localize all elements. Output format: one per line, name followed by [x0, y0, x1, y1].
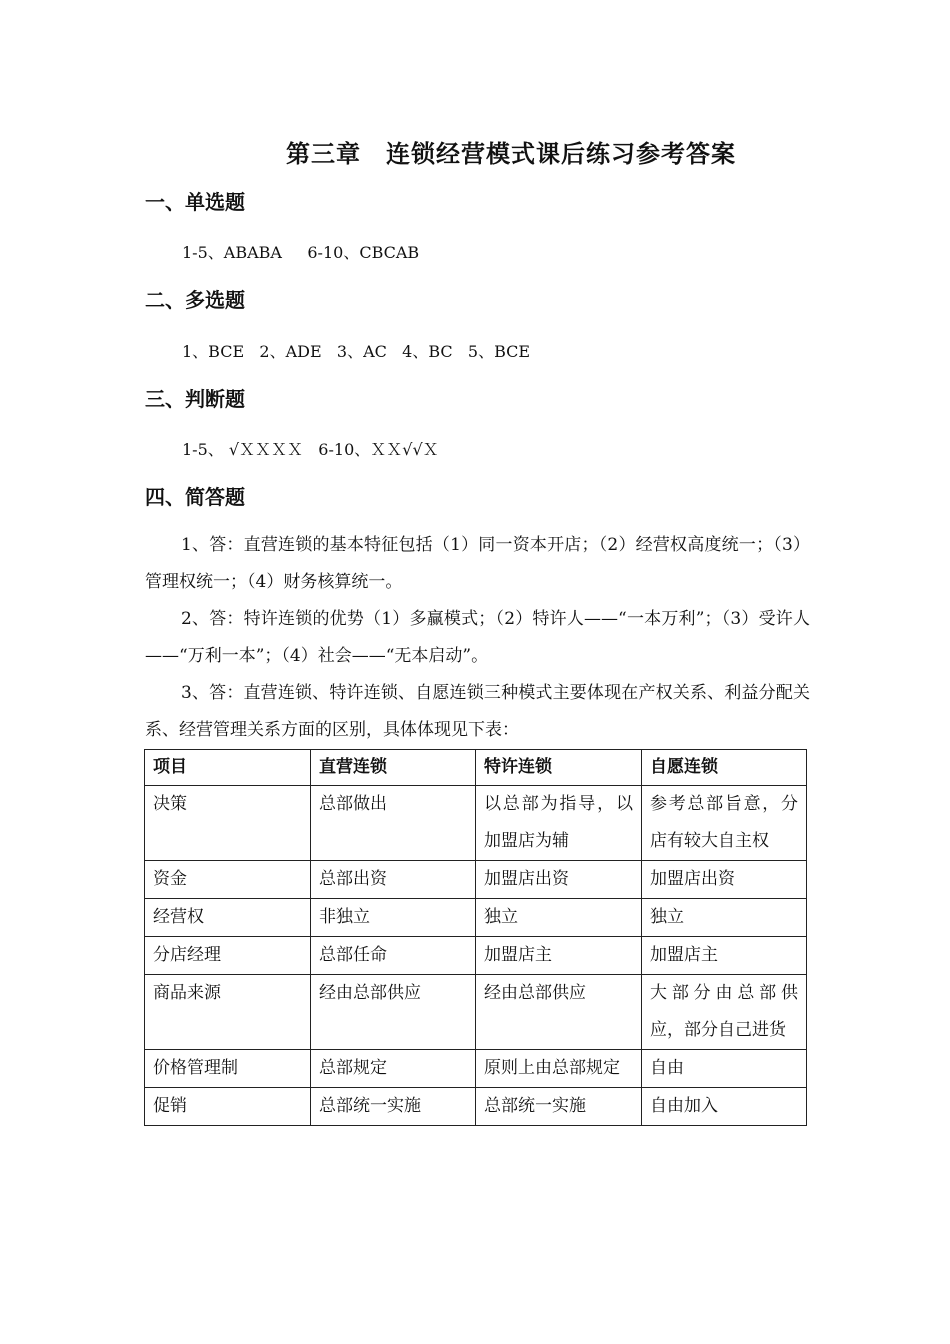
table-cell: 经由总部供应 — [476, 975, 642, 1050]
table-row — [145, 1088, 807, 1126]
table-cell: 资金 — [145, 861, 311, 899]
table-cell: 参考总部旨意，分店有较大自主权 — [642, 786, 807, 861]
table-cell: 非独立 — [311, 899, 476, 937]
short-answer-2: 2、答：特许连锁的优势（1）多赢模式；（2）特许人——“一本万利”；（3）受许人——“万利一本”；（4）社会——“无本启动”。 — [145, 609, 810, 666]
section-heading-single-choice: 一、单选题 — [145, 190, 245, 214]
short-answer-1: 1、答：直营连锁的基本特征包括（1）同一资本开店；（2）经营权高度统一；（3）管理权统一；（4）财务核算统一。 — [145, 535, 810, 592]
multiple-choice-answers: 1、BCE 2、ADE 3、AC 4、BC 5、BCE — [182, 342, 531, 361]
table-cell: 总部统一实施 — [476, 1088, 642, 1126]
table-cell: 总部规定 — [311, 1050, 476, 1088]
comparison-table — [144, 749, 807, 1126]
table-header-cell: 项目 — [145, 750, 311, 786]
table-row — [145, 786, 807, 861]
table-cell: 总部任命 — [311, 937, 476, 975]
table-cell: 促销 — [145, 1088, 311, 1126]
table-row — [145, 937, 807, 975]
table-cell: 分店经理 — [145, 937, 311, 975]
short-answer-3: 3、答：直营连锁、特许连锁、自愿连锁三种模式主要体现在产权关系、利益分配关系、经营管理关系方面的区别，具体体现见下表： — [145, 683, 810, 740]
page-title: 第三章 连锁经营模式课后练习参考答案 — [286, 140, 736, 168]
table-cell: 决策 — [145, 786, 311, 861]
table-cell: 商品来源 — [145, 975, 311, 1050]
table-cell: 价格管理制 — [145, 1050, 311, 1088]
table-cell: 自由 — [642, 1050, 807, 1088]
table-row — [145, 899, 807, 937]
table-cell: 加盟店主 — [642, 937, 807, 975]
table-cell: 总部统一实施 — [311, 1088, 476, 1126]
table-cell: 经由总部供应 — [311, 975, 476, 1050]
table-cell: 总部做出 — [311, 786, 476, 861]
table-cell: 原则上由总部规定 — [476, 1050, 642, 1088]
table-row — [145, 1050, 807, 1088]
section-heading-true-false: 三、判断题 — [145, 387, 245, 411]
table-cell: 加盟店出资 — [642, 861, 807, 899]
table-cell: 自由加入 — [642, 1088, 807, 1126]
table-header-cell: 特许连锁 — [476, 750, 642, 786]
table-header-cell: 直营连锁 — [311, 750, 476, 786]
true-false-answers: 1-5、 √ＸＸＸＸ 6-10、ＸＸ√√Ｘ — [182, 440, 439, 459]
single-choice-answers: 1-5、ABABA 6-10、CBCAB — [182, 243, 420, 262]
table-cell: 加盟店主 — [476, 937, 642, 975]
table-row — [145, 975, 807, 1050]
table-cell: 总部出资 — [311, 861, 476, 899]
table-cell: 大部分由总部供应，部分自己进货 — [642, 975, 807, 1050]
section-heading-short-answer: 四、简答题 — [145, 485, 245, 509]
table-header-row — [145, 750, 807, 786]
section-heading-multiple-choice: 二、多选题 — [145, 288, 245, 312]
table-cell: 独立 — [476, 899, 642, 937]
table-row — [145, 861, 807, 899]
table-header-cell: 自愿连锁 — [642, 750, 807, 786]
table-cell: 经营权 — [145, 899, 311, 937]
table-cell: 以总部为指导，以加盟店为辅 — [476, 786, 642, 861]
table-cell: 加盟店出资 — [476, 861, 642, 899]
table-cell: 独立 — [642, 899, 807, 937]
